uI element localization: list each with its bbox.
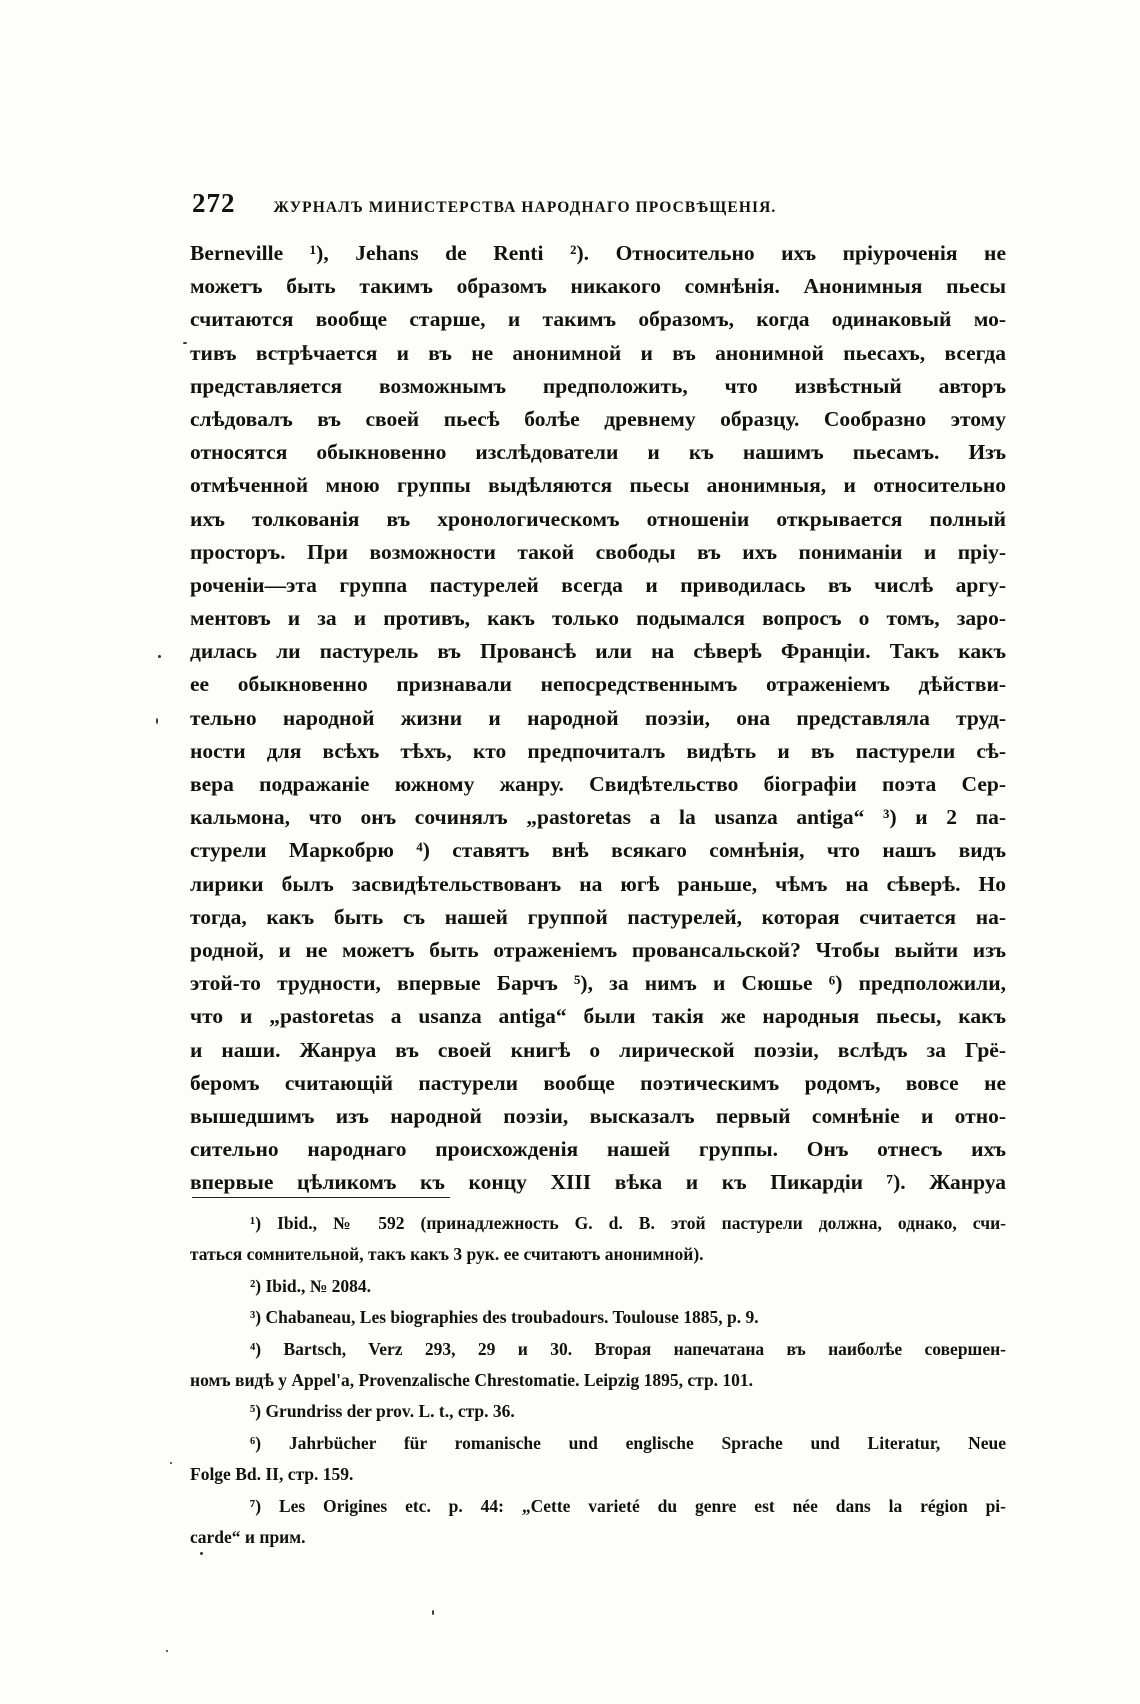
footnote-line: ⁴) Bartsch, Verz 293, 29 и 30. Вторая напечатана въ наиболѣе совершен- xyxy=(250,1338,1006,1359)
body-line: слѣдовалъ въ своей пьесѣ болѣе древнему образцу. Сообразно этому xyxy=(190,406,1006,431)
body-line: тивъ встрѣчается и въ не анонимной и въ анонимной пьесахъ, всегда xyxy=(190,340,1006,365)
body-line: считаются вообще старше, и такимъ образомъ, когда одинаковый мо- xyxy=(190,307,1006,332)
body-line: тельно народной жизни и народной поэзіи, она представляла труд- xyxy=(190,705,1006,730)
scan-speck xyxy=(170,1462,172,1464)
scan-speck xyxy=(200,1552,203,1555)
body-line: беромъ считающій пастурели вообще поэтическимъ родомъ, вовсе не xyxy=(190,1070,1006,1095)
footnote-line: ⁷) Les Origines etc. p. 44: „Cette varieté du genre est née dans la région pi- xyxy=(250,1495,1006,1516)
scan-speck xyxy=(156,718,158,724)
running-head: ЖУРНАЛЪ МИНИСТЕРСТВА НАРОДНАГО ПРОСВѢЩЕНІЯ. xyxy=(273,199,777,216)
body-line: ментовъ и за и противъ, какъ только подымался вопросъ о томъ, заро- xyxy=(190,606,1006,631)
footnote-rule xyxy=(192,1197,450,1198)
page-number: 272 xyxy=(192,188,236,218)
footnote-line: ²) Ibid., № 2084. xyxy=(250,1275,372,1296)
body-line: можетъ быть такимъ образомъ никакого сомнѣнія. Анонимныя пьесы xyxy=(190,274,1006,299)
body-line: впервые цѣликомъ къ концу XIII вѣка и къ Пикардіи ⁷). Жанруа xyxy=(190,1170,1006,1195)
body-line: кальмона, что онъ сочинялъ „pastoretas a la usanza antiga“ ³) и 2 па- xyxy=(190,805,1006,830)
scan-speck xyxy=(183,342,187,344)
footnote-line: ¹) Ibid., № 592 (принадлежность G. d. B. этой пастурели должна, однако, счи- xyxy=(250,1213,1006,1233)
body-line: и наши. Жанруа въ своей книгѣ о лирической поэзіи, вслѣдъ за Грё- xyxy=(190,1037,1006,1062)
page-header xyxy=(192,188,992,224)
body-line: что и „pastoretas a usanza antiga“ были такія же народныя пьесы, какъ xyxy=(190,1004,1006,1029)
body-line: роченіи—эта группа пастурелей всегда и приводилась въ числѣ аргу- xyxy=(190,572,1006,597)
body-line: лирики былъ засвидѣтельствованъ на югѣ раньше, чѣмъ на сѣверѣ. Но xyxy=(190,871,1006,896)
body-line: вышедшимъ изъ народной поэзіи, высказалъ первый сомнѣніе и отно- xyxy=(190,1103,1006,1128)
body-line: представляется возможнымъ предположить, что извѣстный авторъ xyxy=(190,373,1006,398)
body-line: вера подражаніе южному жанру. Свидѣтельство біографіи поэта Сер- xyxy=(190,772,1006,796)
body-line: родной, и не можетъ быть отраженіемъ провансальской? Чтобы выйти изъ xyxy=(190,937,1006,962)
footnote-line: ³) Chabaneau, Les biographies des troubadours. Toulouse 1885, p. 9. xyxy=(250,1307,759,1328)
body-line: ности для всѣхъ тѣхъ, кто предпочиталъ видѣть и въ пастурели сѣ- xyxy=(190,738,1006,763)
body-line: ее обыкновенно признавали непосредственнымъ отраженіемъ дѣйстви- xyxy=(190,672,1006,697)
body-line: сительно народнаго происхожденія нашей группы. Онъ отнесъ ихъ xyxy=(190,1137,1006,1162)
footnotes xyxy=(190,1208,1006,1553)
footnote-line: Folge Bd. II, стр. 159. xyxy=(190,1464,354,1485)
body-line: Berneville ¹), Jehans de Renti ²). Относительно ихъ пріуроченія не xyxy=(190,241,1006,265)
scan-speck xyxy=(432,1610,434,1615)
body-line: дилась ли пастурель въ Провансѣ или на сѣверѣ Франціи. Такъ какъ xyxy=(190,639,1006,664)
scan-speck xyxy=(166,1650,168,1652)
body-line: отмѣченной мною группы выдѣляются пьесы анонимныя, и относительно xyxy=(190,473,1006,498)
body-line: относятся обыкновенно изслѣдователи и къ нашимъ пьесамъ. Изъ xyxy=(190,440,1006,465)
body-line: ихъ толкованія въ хронологическомъ отношеніи открывается полный xyxy=(190,506,1006,531)
footnote-line: таться сомнительной, такъ какъ 3 рук. ее считаютъ анонимной). xyxy=(190,1244,704,1265)
body-line: стурели Маркобрю ⁴) ставятъ внѣ всякаго сомнѣнія, что нашъ видъ xyxy=(190,838,1006,863)
body-line: этой-то трудности, впервые Барчъ ⁵), за нимъ и Сюшье ⁶) предположили, xyxy=(190,971,1006,996)
footnote-line: номъ видѣ у Appel'a, Provenzalische Chrestomatie. Leipzig 1895, стр. 101. xyxy=(190,1369,754,1390)
body-line: тогда, какъ быть съ нашей группой пастурелей, которая считается на- xyxy=(190,904,1006,929)
footnote-line: ⁶) Jahrbücher für romanische und englische Sprache und Literatur, Neue xyxy=(250,1432,1006,1453)
scan-speck xyxy=(158,655,161,658)
footnote-line: carde“ и прим. xyxy=(190,1526,306,1547)
body-line: просторъ. При возможности такой свободы въ ихъ пониманіи и пріу- xyxy=(190,539,1006,564)
footnote-line: ⁵) Grundriss der prov. L. t., стр. 36. xyxy=(250,1401,515,1422)
body-text xyxy=(190,237,1006,1199)
